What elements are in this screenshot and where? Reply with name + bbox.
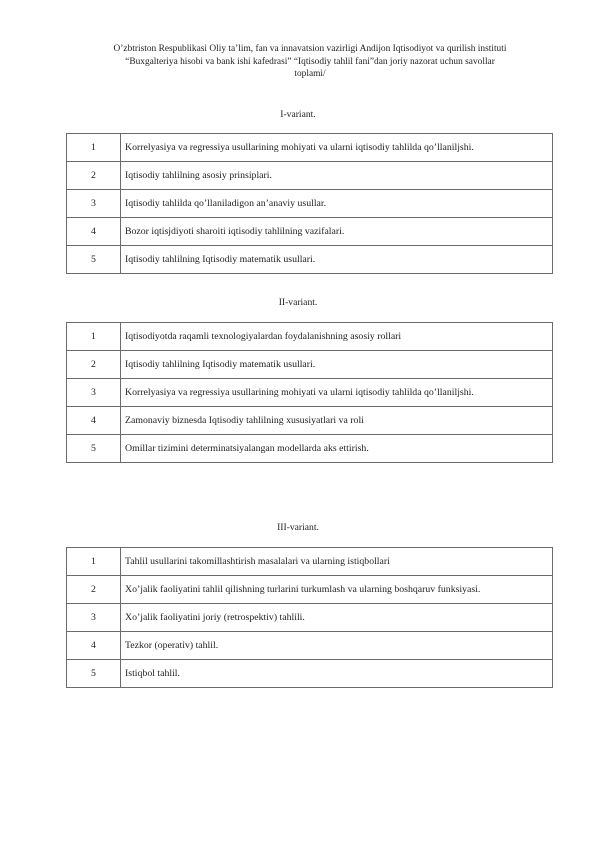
table-row — [67, 162, 553, 190]
question-text: Iqtisodiy tahlilning Iqtisodiy matematik usullari. — [121, 351, 553, 379]
table-row — [67, 134, 553, 162]
variant-2-table — [66, 322, 553, 463]
question-number: 5 — [67, 246, 121, 274]
variant-3-title: III-variant. — [277, 522, 319, 533]
question-number: 3 — [67, 379, 121, 407]
question-text: Xo’jalik faoliyatini tahlil qilishning turlarini turkumlash va ularning boshqaruv funksiyasi. — [121, 576, 553, 604]
table-row — [67, 576, 553, 604]
table-row — [67, 218, 553, 246]
question-text: Zamonaviy biznesda Iqtisodiy tahlilning xususiyatlari va roli — [121, 407, 553, 435]
table-row — [67, 246, 553, 274]
question-number: 3 — [67, 604, 121, 632]
question-text: Iqtisodiy tahlilning asosiy prinsiplari. — [121, 162, 553, 190]
question-number: 4 — [67, 218, 121, 246]
question-text: Korrelyasiya va regressiya usullarining mohiyati va ularni iqtisodiy tahlilda qo’llaniljshi. — [121, 134, 553, 162]
question-text: Iqtisodiy tahlilning Iqtisodiy matematik usullari. — [121, 246, 553, 274]
document-header — [70, 43, 550, 81]
question-text: Omillar tizimini determinatsiyalangan modellarda aks ettirish. — [121, 435, 553, 463]
variant-1-title: I-variant. — [280, 109, 316, 120]
table-row — [67, 351, 553, 379]
header-collection-line: toplami/ — [294, 69, 326, 79]
question-number: 4 — [67, 407, 121, 435]
header-department-line: “Buxgalteriya hisobi va bank ishi kafedrasi” “Iqtisodiy tahlil fani”dan joriy nazorat uchun savollar — [125, 56, 495, 67]
question-number: 1 — [67, 323, 121, 351]
variant-2-title: II-variant. — [278, 297, 318, 308]
question-text: Tahlil usullarini takomillashtirish masalalari va ularning istiqbollari — [121, 548, 553, 576]
table-row — [67, 435, 553, 463]
question-text: Istiqbol tahlil. — [121, 660, 553, 688]
question-text: Tezkor (operativ) tahlil. — [121, 632, 553, 660]
question-number: 5 — [67, 660, 121, 688]
question-number: 4 — [67, 632, 121, 660]
table-row — [67, 190, 553, 218]
question-text: Korrelyasiya va regressiya usullarining mohiyati va ularni iqtisodiy tahlilda qo’llaniljshi. — [121, 379, 553, 407]
variant-1-table — [66, 133, 553, 274]
table-row — [67, 632, 553, 660]
question-number: 2 — [67, 351, 121, 379]
question-number: 1 — [67, 134, 121, 162]
question-number: 5 — [67, 435, 121, 463]
header-institution-line: O’zbtriston Respublikasi Oliy ta’lim, fan va innavatsion vazirligi Andijon Iqtisodiyot va qurilish instituti — [113, 44, 507, 54]
question-number: 3 — [67, 190, 121, 218]
table-row — [67, 604, 553, 632]
table-row — [67, 548, 553, 576]
question-number: 2 — [67, 162, 121, 190]
question-text: Iqtisodiy tahlilda qo’llaniladigon an’anaviy usullar. — [121, 190, 553, 218]
question-text: Bozor iqtisjdiyoti sharoiti iqtisodiy tahlilning vazifalari. — [121, 218, 553, 246]
question-number: 1 — [67, 548, 121, 576]
table-row — [67, 323, 553, 351]
question-text: Iqtisodiyotda raqamli texnologiyalardan foydalanishning asosiy rollari — [121, 323, 553, 351]
question-text: Xo’jalik faoliyatini joriy (retrospektiv) tahlili. — [121, 604, 553, 632]
table-row — [67, 379, 553, 407]
variant-3-table — [66, 547, 553, 688]
table-row — [67, 407, 553, 435]
table-row — [67, 660, 553, 688]
question-number: 2 — [67, 576, 121, 604]
